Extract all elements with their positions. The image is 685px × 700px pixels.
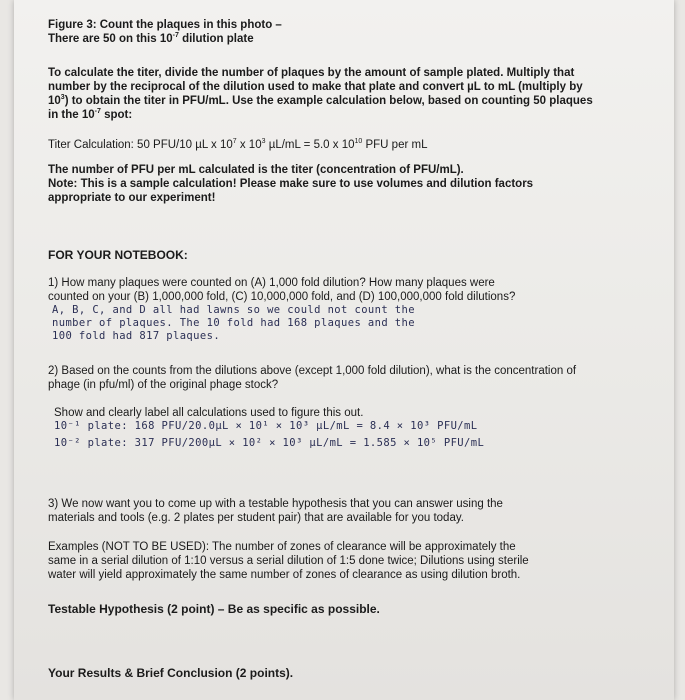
figure-caption xyxy=(48,18,598,46)
answer-2-handwritten: 10⁻¹ plate: 168 PFU/20.0µL × 10¹ × 10³ µL/mL = 8.4 × 10³ PFU/mL 10⁻² plate: 317 PFU/200µL × 10² × 10³ µL/mL = 1.585 × 10⁵ PFU/mL xyxy=(54,420,485,449)
answer-1-handwritten: A, B, C, and D all had lawns so we could not count the number of plaques. The 10 fold had 168 plaques and the 100 fold had 817 plaques. xyxy=(52,304,415,342)
question-3: 3) We now want you to come up with a testable hypothesis that you can answer using the materials and tools (e.g. 2 plates per student pair) that are available for you today. xyxy=(48,498,503,524)
titer-calculation: Titer Calculation: 50 PFU/10 µL x $10^7$ x $10^3$ µL/mL = 5.0 x $10^{10}$ PFU per mL xyxy=(48,138,428,151)
figure-title: Figure 3: Count the plaques in this photo – xyxy=(48,19,282,31)
question-2-instruction: Show and clearly label all calculations used to figure this out. xyxy=(54,407,364,419)
testable-hypothesis-heading: Testable Hypothesis (2 point) – Be as specific as possible. xyxy=(48,602,380,616)
titer-instructions: To calculate the titer, divide the number of plaques by the amount of sample plated. Multiply that number by the reciprocal of the dilution used to make that plate and convert µL to mL (multiply by $10^3$) to obtain the titer in PFU/mL. Use the example calculation below, based on counting 50 plaques in the $10^{-7}$ spot: xyxy=(48,67,593,121)
question-1: 1) How many plaques were counted on (A) 1,000 fold dilution? How many plaques were counted on your (B) 1,000,000 fold, (C) 10,000,000 fold, and (D) 100,000,000 fold dilutions? xyxy=(48,277,516,303)
worksheet-page xyxy=(14,0,674,700)
notebook-heading: FOR YOUR NOTEBOOK: xyxy=(48,248,188,262)
figure-subtitle: There are 50 on this $10^{-7}$ dilution plate xyxy=(48,32,254,45)
question-2: 2) Based on the counts from the dilutions above (except 1,000 fold dilution), what is the concentration of phage (in pfu/ml) of the original phage stock? xyxy=(48,365,577,391)
examples-paragraph: Examples (NOT TO BE USED): The number of zones of clearance will be approximately the same in a serial dilution of 1:10 versus a serial dilution of 1:5 done twice; Dilutions using sterile water will yield approximately the same number of zones of clearance as using dilution broth. xyxy=(48,541,529,581)
titer-notes: The number of PFU per mL calculated is the titer (concentration of PFU/mL). Note: This is a sample calculation! Please make sure to use volumes and dilution factors appropriate to our experiment! xyxy=(48,164,534,204)
results-conclusion-heading: Your Results & Brief Conclusion (2 points). xyxy=(48,666,294,680)
